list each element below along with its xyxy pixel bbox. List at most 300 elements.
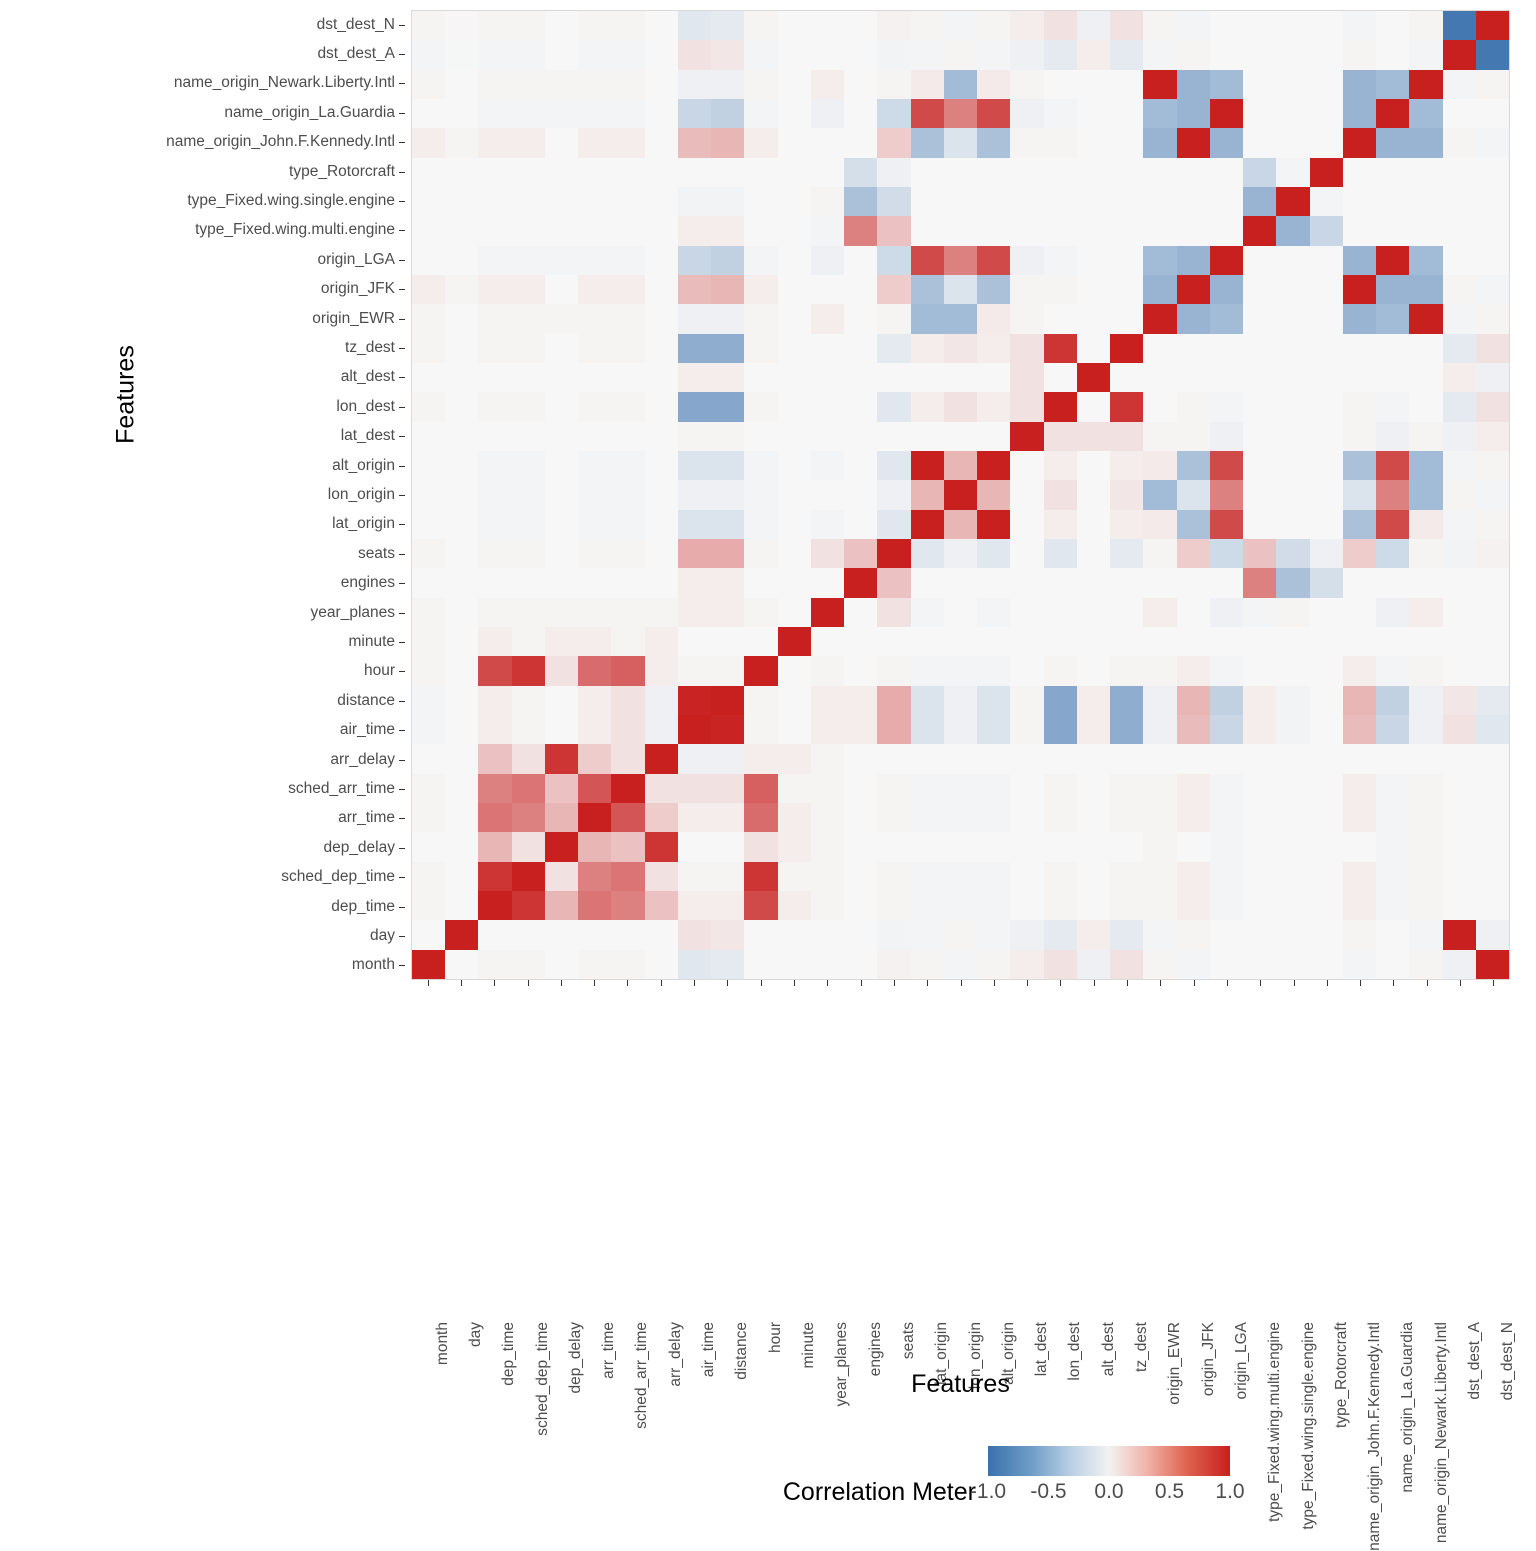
heatmap-cell — [911, 246, 944, 275]
heatmap-cell — [545, 480, 578, 509]
heatmap-cell — [1177, 11, 1210, 40]
heatmap-cell — [678, 862, 711, 891]
heatmap-cell — [778, 392, 811, 421]
heatmap-cell — [844, 744, 877, 773]
heatmap-cell — [611, 656, 644, 685]
heatmap-cell — [844, 510, 877, 539]
x-tick-label: lat_dest — [1033, 1322, 1051, 1377]
heatmap-cell — [1310, 920, 1343, 949]
heatmap-cell — [478, 216, 511, 245]
y-tick-label: hour — [363, 662, 395, 680]
heatmap-cell — [1177, 304, 1210, 333]
y-tick-label: type_Rotorcraft — [289, 162, 395, 180]
heatmap-cell — [1143, 187, 1176, 216]
heatmap-cell — [578, 832, 611, 861]
heatmap-cell — [1443, 774, 1476, 803]
y-tick-mark — [399, 936, 405, 937]
heatmap-cell — [478, 422, 511, 451]
heatmap-cell — [944, 304, 977, 333]
heatmap-cell — [611, 715, 644, 744]
heatmap-cell — [911, 627, 944, 656]
heatmap-cell — [478, 246, 511, 275]
heatmap-cell — [545, 275, 578, 304]
heatmap-cell — [478, 392, 511, 421]
heatmap-cell — [911, 451, 944, 480]
x-tick-mark — [694, 980, 695, 986]
heatmap-cell — [1044, 334, 1077, 363]
heatmap-cell — [778, 568, 811, 597]
heatmap-cell — [1143, 128, 1176, 157]
heatmap-cell — [778, 598, 811, 627]
heatmap-cell — [1443, 744, 1476, 773]
heatmap-cell — [1210, 539, 1243, 568]
heatmap-cell — [611, 392, 644, 421]
heatmap-cell — [1276, 803, 1309, 832]
heatmap-cell — [1110, 216, 1143, 245]
heatmap-cell — [877, 686, 910, 715]
heatmap-cell — [1044, 422, 1077, 451]
x-tick-mark — [861, 980, 862, 986]
heatmap-cell — [678, 392, 711, 421]
heatmap-cell — [944, 568, 977, 597]
heatmap-cell — [1276, 275, 1309, 304]
heatmap-cell — [977, 656, 1010, 685]
heatmap-cell — [944, 187, 977, 216]
heatmap-cell — [1177, 246, 1210, 275]
heatmap-cell — [911, 744, 944, 773]
heatmap-cell — [844, 715, 877, 744]
heatmap-cell — [811, 246, 844, 275]
heatmap-cell — [744, 480, 777, 509]
heatmap-cell — [1044, 216, 1077, 245]
heatmap-cell — [1077, 950, 1110, 979]
heatmap-cell — [977, 70, 1010, 99]
heatmap-cell — [1409, 891, 1442, 920]
heatmap-cell — [1476, 510, 1509, 539]
heatmap-cell — [744, 451, 777, 480]
heatmap-cell — [977, 451, 1010, 480]
x-tick-mark — [428, 980, 429, 986]
heatmap-cell — [678, 950, 711, 979]
heatmap-cell — [1210, 216, 1243, 245]
heatmap-cell — [1310, 862, 1343, 891]
heatmap-cell — [1143, 422, 1176, 451]
heatmap-cell — [1110, 363, 1143, 392]
heatmap-cell — [844, 451, 877, 480]
heatmap-cell — [1044, 304, 1077, 333]
heatmap-cell — [1044, 275, 1077, 304]
heatmap-cell — [1077, 99, 1110, 128]
heatmap-cell — [1177, 158, 1210, 187]
y-tick-mark — [399, 495, 405, 496]
heatmap-cell — [778, 158, 811, 187]
heatmap-cell — [1210, 510, 1243, 539]
heatmap-cell — [844, 656, 877, 685]
y-tick-label: arr_time — [338, 809, 395, 827]
heatmap-cell — [678, 832, 711, 861]
heatmap-cell — [578, 950, 611, 979]
heatmap-cell — [1010, 686, 1043, 715]
y-tick-label: origin_EWR — [312, 309, 395, 327]
heatmap-cell — [1243, 920, 1276, 949]
x-tick-mark — [794, 980, 795, 986]
x-tick-label: origin_JFK — [1199, 1322, 1217, 1397]
heatmap-cell — [678, 803, 711, 832]
heatmap-cell — [1376, 803, 1409, 832]
heatmap-cell — [1443, 480, 1476, 509]
heatmap-cell — [512, 158, 545, 187]
heatmap-cell — [1310, 950, 1343, 979]
heatmap-cell — [1210, 246, 1243, 275]
x-tick-mark — [1127, 980, 1128, 986]
heatmap-cell — [1044, 774, 1077, 803]
heatmap-cell — [1044, 363, 1077, 392]
heatmap-cell — [1409, 950, 1442, 979]
heatmap-cell — [1376, 187, 1409, 216]
heatmap-cell — [1077, 920, 1110, 949]
heatmap-cell — [944, 744, 977, 773]
heatmap-cell — [911, 832, 944, 861]
heatmap-cell — [645, 744, 678, 773]
x-tick-mark — [1060, 980, 1061, 986]
heatmap-cell — [1276, 862, 1309, 891]
heatmap-cell — [911, 920, 944, 949]
heatmap-cell — [611, 158, 644, 187]
heatmap-cell — [877, 480, 910, 509]
heatmap-cell — [545, 950, 578, 979]
heatmap-cell — [844, 392, 877, 421]
heatmap-cell — [412, 216, 445, 245]
heatmap-cell — [911, 128, 944, 157]
heatmap-cell — [1044, 539, 1077, 568]
heatmap-cell — [1010, 334, 1043, 363]
heatmap-cell — [412, 510, 445, 539]
heatmap-cell — [1010, 363, 1043, 392]
heatmap-cell — [478, 510, 511, 539]
heatmap-cell — [744, 392, 777, 421]
heatmap-cell — [512, 598, 545, 627]
heatmap-cell — [744, 950, 777, 979]
heatmap-cell — [844, 158, 877, 187]
heatmap-cell — [1010, 627, 1043, 656]
heatmap-cell — [744, 656, 777, 685]
heatmap-cell — [1376, 598, 1409, 627]
heatmap-cell — [1376, 774, 1409, 803]
heatmap-cell — [1110, 774, 1143, 803]
heatmap-cell — [778, 715, 811, 744]
heatmap-cell — [1376, 950, 1409, 979]
heatmap-cell — [645, 304, 678, 333]
heatmap-cell — [645, 686, 678, 715]
y-tick-label: arr_delay — [330, 750, 395, 768]
heatmap-cell — [445, 187, 478, 216]
heatmap-cell — [611, 627, 644, 656]
heatmap-cell — [778, 950, 811, 979]
heatmap-cell — [811, 627, 844, 656]
heatmap-cell — [811, 422, 844, 451]
heatmap-cell — [977, 187, 1010, 216]
heatmap-cell — [1243, 744, 1276, 773]
heatmap-cell — [1177, 715, 1210, 744]
heatmap-cell — [911, 539, 944, 568]
heatmap-cell — [944, 40, 977, 69]
heatmap-cell — [611, 803, 644, 832]
heatmap-cell — [478, 832, 511, 861]
heatmap-cell — [512, 392, 545, 421]
heatmap-cell — [711, 480, 744, 509]
heatmap-cell — [1210, 950, 1243, 979]
heatmap-cell — [1409, 422, 1442, 451]
heatmap-cell — [512, 832, 545, 861]
heatmap-cell — [1077, 510, 1110, 539]
heatmap-cell — [844, 187, 877, 216]
heatmap-cell — [711, 99, 744, 128]
heatmap-cell — [1077, 158, 1110, 187]
x-tick-label: dst_dest_A — [1466, 1322, 1484, 1400]
heatmap-cell — [1210, 656, 1243, 685]
heatmap-cell — [578, 158, 611, 187]
heatmap-cell — [944, 70, 977, 99]
heatmap-cell — [1276, 656, 1309, 685]
heatmap-cell — [877, 40, 910, 69]
heatmap-cell — [1409, 774, 1442, 803]
heatmap-cell — [478, 99, 511, 128]
heatmap-cell — [1443, 891, 1476, 920]
heatmap-cell — [778, 334, 811, 363]
heatmap-cell — [744, 803, 777, 832]
x-tick-label: minute — [799, 1322, 817, 1369]
heatmap-cell — [944, 686, 977, 715]
heatmap-cell — [1177, 480, 1210, 509]
heatmap-cell — [1077, 568, 1110, 597]
heatmap-cell — [744, 920, 777, 949]
heatmap-cell — [711, 832, 744, 861]
heatmap-cell — [944, 99, 977, 128]
heatmap-cell — [478, 11, 511, 40]
heatmap-cell — [678, 451, 711, 480]
heatmap-cell — [1276, 627, 1309, 656]
heatmap-cell — [545, 422, 578, 451]
heatmap-cell — [1077, 803, 1110, 832]
heatmap-cell — [611, 216, 644, 245]
heatmap-cell — [512, 334, 545, 363]
heatmap-cell — [678, 99, 711, 128]
heatmap-panel — [411, 10, 1510, 980]
heatmap-cell — [1177, 744, 1210, 773]
heatmap-cell — [1376, 158, 1409, 187]
heatmap-cell — [1243, 11, 1276, 40]
heatmap-cell — [811, 950, 844, 979]
heatmap-cell — [1443, 920, 1476, 949]
heatmap-cell — [744, 40, 777, 69]
x-tick-label: name_origin_Newark.Liberty.Intl — [1432, 1322, 1450, 1544]
heatmap-cell — [1143, 568, 1176, 597]
heatmap-cell — [545, 70, 578, 99]
heatmap-cell — [611, 334, 644, 363]
heatmap-cell — [944, 246, 977, 275]
heatmap-cell — [877, 920, 910, 949]
y-tick-mark — [399, 554, 405, 555]
heatmap-cell — [1210, 99, 1243, 128]
heatmap-cell — [1044, 392, 1077, 421]
heatmap-cell — [711, 363, 744, 392]
heatmap-cell — [611, 246, 644, 275]
heatmap-cell — [445, 451, 478, 480]
heatmap-cell — [744, 774, 777, 803]
heatmap-cell — [645, 627, 678, 656]
legend-tick-label: 0.5 — [1154, 1480, 1185, 1503]
heatmap-cell — [1210, 70, 1243, 99]
heatmap-cell — [944, 158, 977, 187]
heatmap-cell — [744, 216, 777, 245]
heatmap-cell — [1409, 480, 1442, 509]
heatmap-cell — [678, 11, 711, 40]
heatmap-cell — [1476, 363, 1509, 392]
heatmap-cell — [412, 744, 445, 773]
heatmap-cell — [545, 744, 578, 773]
x-tick-label: lat_origin — [933, 1322, 951, 1385]
heatmap-cell — [1010, 656, 1043, 685]
heatmap-cell — [1376, 11, 1409, 40]
heatmap-cell — [478, 275, 511, 304]
heatmap-cell — [678, 891, 711, 920]
heatmap-cell — [977, 686, 1010, 715]
y-tick-mark — [399, 25, 405, 26]
heatmap-cell — [778, 304, 811, 333]
x-tick-label: lon_dest — [1066, 1322, 1084, 1381]
y-tick-mark — [399, 319, 405, 320]
x-tick-mark — [827, 980, 828, 986]
heatmap-cell — [1443, 99, 1476, 128]
heatmap-cell — [911, 656, 944, 685]
heatmap-cell — [744, 744, 777, 773]
heatmap-cell — [744, 568, 777, 597]
heatmap-cell — [512, 99, 545, 128]
heatmap-cell — [1476, 187, 1509, 216]
heatmap-cell — [578, 480, 611, 509]
heatmap-cell — [478, 70, 511, 99]
heatmap-cell — [944, 510, 977, 539]
heatmap-cell — [545, 304, 578, 333]
x-tick-mark — [494, 980, 495, 986]
heatmap-cell — [1310, 70, 1343, 99]
heatmap-cell — [545, 656, 578, 685]
heatmap-cell — [1376, 422, 1409, 451]
heatmap-cell — [744, 128, 777, 157]
heatmap-cell — [1010, 950, 1043, 979]
heatmap-cell — [578, 422, 611, 451]
heatmap-cell — [1110, 40, 1143, 69]
y-tick-label: month — [351, 956, 395, 974]
heatmap-cell — [944, 392, 977, 421]
heatmap-cell — [1077, 627, 1110, 656]
heatmap-cell — [1443, 832, 1476, 861]
heatmap-cell — [1243, 598, 1276, 627]
heatmap-cell — [1210, 363, 1243, 392]
x-tick-mark — [1327, 980, 1328, 986]
y-tick-mark — [399, 377, 405, 378]
heatmap-cell — [578, 11, 611, 40]
heatmap-cell — [844, 891, 877, 920]
heatmap-cell — [977, 304, 1010, 333]
y-tick-label: lat_dest — [340, 427, 395, 445]
heatmap-cell — [877, 715, 910, 744]
heatmap-cell — [1310, 187, 1343, 216]
heatmap-cell — [977, 715, 1010, 744]
heatmap-cell — [1110, 275, 1143, 304]
x-tick-mark — [1460, 980, 1461, 986]
heatmap-cell — [1376, 480, 1409, 509]
x-tick-mark — [1160, 980, 1161, 986]
heatmap-cell — [744, 11, 777, 40]
x-tick-mark — [461, 980, 462, 986]
heatmap-cell — [1343, 539, 1376, 568]
heatmap-cell — [645, 128, 678, 157]
heatmap-cell — [1276, 891, 1309, 920]
heatmap-cell — [911, 950, 944, 979]
heatmap-cell — [478, 774, 511, 803]
y-tick-mark — [399, 877, 405, 878]
heatmap-cell — [1243, 246, 1276, 275]
heatmap-cell — [478, 363, 511, 392]
heatmap-cell — [1077, 246, 1110, 275]
heatmap-cell — [944, 216, 977, 245]
heatmap-cell — [512, 715, 545, 744]
heatmap-cell — [1210, 11, 1243, 40]
heatmap-cell — [1276, 128, 1309, 157]
heatmap-cell — [545, 862, 578, 891]
heatmap-cell — [811, 656, 844, 685]
heatmap-cell — [877, 422, 910, 451]
heatmap-cell — [412, 891, 445, 920]
heatmap-cell — [811, 598, 844, 627]
heatmap-cell — [778, 422, 811, 451]
heatmap-cell — [645, 774, 678, 803]
heatmap-cell — [445, 920, 478, 949]
heatmap-cell — [412, 334, 445, 363]
heatmap-cell — [877, 832, 910, 861]
x-tick-mark — [1227, 980, 1228, 986]
heatmap-cell — [1143, 216, 1176, 245]
heatmap-cell — [1010, 568, 1043, 597]
heatmap-cell — [445, 568, 478, 597]
heatmap-cell — [445, 715, 478, 744]
heatmap-cell — [1443, 11, 1476, 40]
heatmap-cell — [911, 158, 944, 187]
heatmap-cell — [1010, 891, 1043, 920]
heatmap-cell — [645, 451, 678, 480]
heatmap-cell — [1476, 715, 1509, 744]
heatmap-cell — [611, 11, 644, 40]
heatmap-cell — [1044, 862, 1077, 891]
heatmap-cell — [545, 715, 578, 744]
heatmap-cell — [512, 275, 545, 304]
heatmap-cell — [977, 510, 1010, 539]
heatmap-cell — [811, 686, 844, 715]
heatmap-cell — [944, 275, 977, 304]
heatmap-cell — [1443, 803, 1476, 832]
heatmap-cell — [445, 832, 478, 861]
heatmap-cell — [1443, 568, 1476, 597]
heatmap-cell — [1443, 275, 1476, 304]
heatmap-cell — [1310, 11, 1343, 40]
heatmap-cell — [1044, 568, 1077, 597]
heatmap-cell — [1409, 334, 1442, 363]
heatmap-cell — [778, 744, 811, 773]
heatmap-cell — [545, 40, 578, 69]
y-tick-mark — [399, 701, 405, 702]
heatmap-cell — [744, 334, 777, 363]
